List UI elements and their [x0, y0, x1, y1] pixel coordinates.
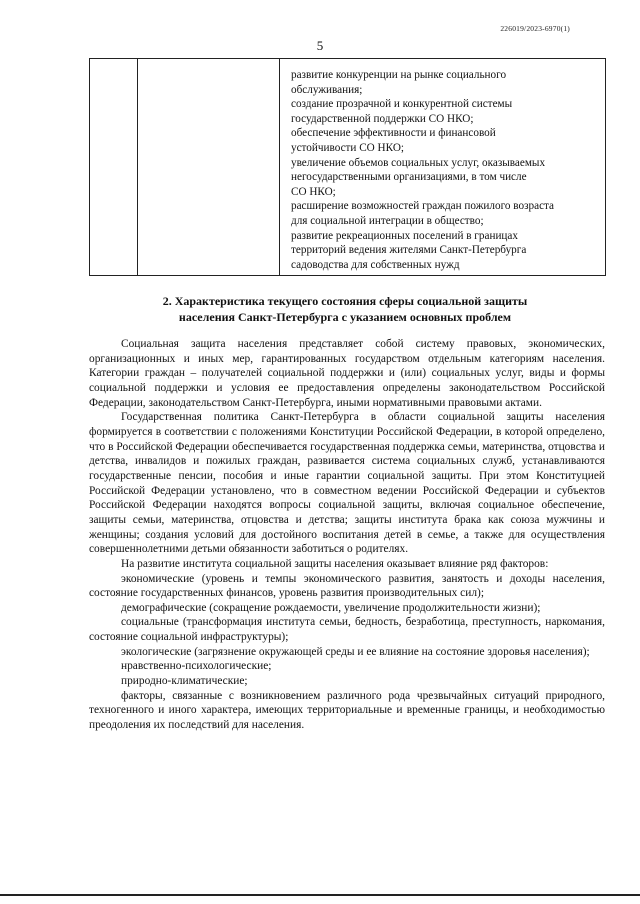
- document-registration-number: 226019/2023-6970(1): [500, 24, 570, 33]
- paragraph: Государственная политика Санкт-Петербурга в области социальной защиты населения формируется в соответствии с положениями Конституции Российской Федерации, в которой определено, что в Российской Федерации обеспечивается государственная поддержка семьи, материнства, отцовства и детства, инвалидов и пожилых граждан, развивается система социальных служб, устанавливаются государственные пенсии, пособия и иные гарантии социальной защиты. При этом Конституцией Российской Федерации установлено, что в совместном ведении Российской Федерации и субъектов Российской Федерации находятся вопросы социальной защиты, включая социальное обеспечение, защиты семьи, материнства, отцовства и детства; защиты института брака как союза мужчины и женщины; создания условий для достойного воспитания детей в семье, а также для осуществления совершеннолетними детьми обязанности заботиться о родителях.: [89, 411, 605, 556]
- table-column-title: [137, 59, 280, 275]
- table-line: увеличение объемов социальных услуг, оказываемых: [291, 156, 546, 169]
- table-line: негосударственными организациями, в том числе: [291, 171, 527, 184]
- table-line: устойчивости СО НКО;: [291, 141, 405, 154]
- table-line: обслуживания;: [291, 83, 363, 96]
- section-heading: [110, 293, 580, 325]
- table-line: садоводства для собственных нужд: [291, 258, 460, 271]
- table-line: территорий ведения жителями Санкт-Петербурга: [291, 244, 527, 257]
- page-number: 5: [316, 38, 324, 53]
- paragraph: На развитие института социальной защиты населения оказывает влияние ряд факторов:: [121, 557, 549, 570]
- section-heading-line: 2. Характеристика текущего состояния сферы социальной защиты: [162, 294, 528, 308]
- table-line: создание прозрачной и конкурентной системы: [291, 98, 513, 111]
- section-body: [89, 337, 605, 733]
- table-line: развитие рекреационных поселений в границах: [291, 229, 518, 242]
- goals-table-fragment: [89, 58, 606, 276]
- table-line: СО НКО;: [291, 185, 336, 198]
- paragraph: социальные (трансформация института семьи, бедность, безработица, преступность, наркомания, состояние социальной инфраструктуры);: [89, 616, 605, 644]
- scan-bottom-edge: [0, 894, 640, 896]
- table-line: для социальной интеграции в общество;: [291, 214, 484, 227]
- paragraph: экономические (уровень и темпы экономического развития, занятость и доходы населения, состояние государственных финансов, уровень развития производительных сил);: [89, 572, 605, 600]
- table-line: развитие конкуренции на рынке социального: [291, 69, 507, 81]
- table-cell-goals: [291, 68, 601, 272]
- section-heading-line: населения Санкт-Петербурга с указанием основных проблем: [178, 310, 512, 324]
- paragraph: Социальная защита населения представляет собой систему правовых, экономических, организационных и иных мер, гарантированных государством отдельным категориям населения. Категории граждан – получателей социальной поддержки и (или) социальных услуг, виды и формы социальной поддержки и условия ее предоставления определены законодательством Российской Федерации, законодательством Санкт-Петербурга, иными нормативными правовыми актами.: [89, 338, 605, 409]
- table-line: государственной поддержки СО НКО;: [291, 112, 474, 125]
- table-line: обеспечение эффективности и финансовой: [291, 127, 496, 140]
- paragraph: экологические (загрязнение окружающей среды и ее влияние на состояние здоровья населения);: [121, 645, 590, 658]
- table-column-number: [90, 59, 138, 275]
- paragraph: факторы, связанные с возникновением различного рода чрезвычайных ситуаций природного, техногенного и иного характера, имеющих территориальные и временные границы, и необходимостью преодоления их последствий для населения.: [89, 689, 605, 732]
- table-line: расширение возможностей граждан пожилого возраста: [291, 200, 555, 213]
- paragraph: природно-климатические;: [121, 675, 248, 688]
- paragraph: нравственно-психологические;: [121, 660, 272, 673]
- paragraph: демографические (сокращение рождаемости, увеличение продолжительности жизни);: [121, 601, 541, 614]
